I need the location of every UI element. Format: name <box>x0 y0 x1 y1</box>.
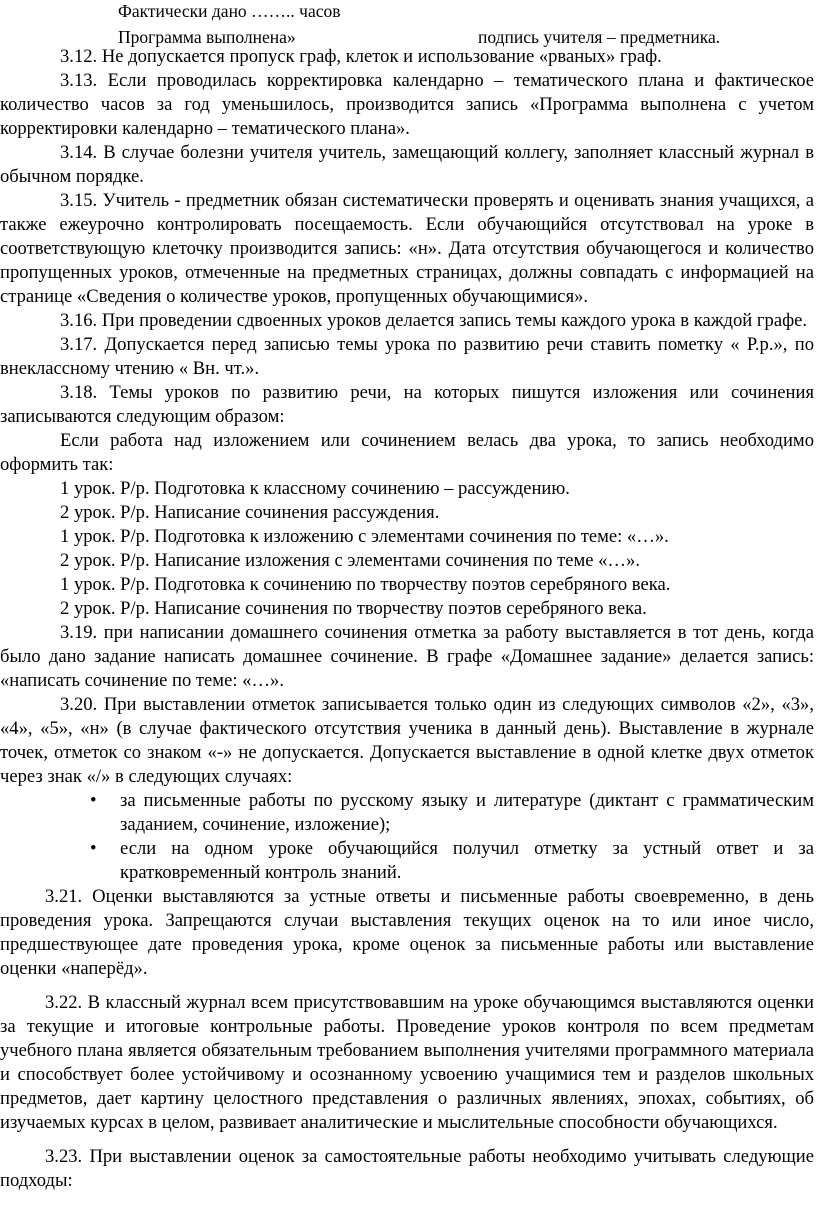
paragraph-3-19: 3.19. при написании домашнего сочинения отметка за работу выставляется в тот день, когда было дано задание написать домашнее сочинение. В графе «Домашнее задание» делается запись: «написать сочинение по теме: «…». <box>0 622 814 691</box>
teacher-signature-line: подпись учителя – предметника. <box>478 27 721 47</box>
hours-given-line: Фактически дано …….. часов <box>118 1 341 21</box>
lesson-line: 2 урок. Р/р. Написание сочинения по творчеству поэтов серебряного века. <box>60 598 647 619</box>
bullet-list <box>0 789 814 885</box>
paragraph-3-18: 3.18. Темы уроков по развитию речи, на которых пишутся изложения или сочинения записываются следующим образом: <box>0 382 814 427</box>
lesson-line: 1 урок. Р/р. Подготовка к классному сочинению – рассуждению. <box>60 478 570 499</box>
list-item <box>0 789 814 837</box>
list-item-text: за письменные работы по русскому языку и литературе (диктант с грамматическим заданием, сочинение, изложение); <box>120 790 814 835</box>
paragraph-3-14: 3.14. В случае болезни учителя учитель, замещающий коллегу, заполняет классный журнал в обычном порядке. <box>0 142 814 187</box>
paragraph-3-22: 3.22. В классный журнал всем присутствовавшим на уроке обучающимся выставляются оценки за текущие и итоговые контрольные работы. Проведение уроков контроля по всем предметам учебного плана является обязательным требованием выполнения учителями программного материала и способствует более устойчивому и осознанному усвоению учащимися тем и разделов школьных предметов, дает картину целостного представления о различных явлениях, эпохах, событиях, об изучаемых курсах в целом, развивает аналитические и мыслительные способности обучающихся. <box>0 992 814 1133</box>
list-item <box>0 837 814 885</box>
paragraph-3-13: 3.13. Если проводилась корректировка календарно – тематического плана и фактическое количество часов за год уменьшилось, производится запись «Программа выполнена с учетом корректировки календарно – тематического плана». <box>0 70 814 139</box>
paragraph-3-12: 3.12. Не допускается пропуск граф, клеток и использование «рваных» граф. <box>60 46 662 67</box>
lesson-line: 1 урок. Р/р. Подготовка к изложению с элементами сочинения по теме: «…». <box>60 526 669 547</box>
program-completed-line: Программа выполнена» <box>118 27 296 47</box>
lesson-line: 1 урок. Р/р. Подготовка к сочинению по творчеству поэтов серебряного века. <box>60 574 671 595</box>
paragraph-3-23: 3.23. При выставлении оценок за самостоятельные работы необходимо учитывать следующие подходы: <box>0 1146 814 1191</box>
lesson-line: 2 урок. Р/р. Написание сочинения рассуждения. <box>60 502 440 523</box>
lesson-line: 2 урок. Р/р. Написание изложения с элементами сочинения по теме «…». <box>60 550 640 571</box>
bullet-icon: • <box>90 838 97 859</box>
paragraph-3-15: 3.15. Учитель - предметник обязан систематически проверять и оценивать знания учащихся, а также ежеурочно контролировать посещаемость. Если обучающийся отсутствовал на уроке в соответствующую клеточку производится запись: «н». Дата отсутствия обучающегося и количество пропущенных уроков, отмеченные на предметных страницах, должны совпадать с информацией на странице «Сведения о количестве уроков, пропущенных обучающимися». <box>0 190 814 307</box>
paragraph-3-20: 3.20. При выставлении отметок записывается только один из следующих символов «2», «3», «4», «5», «н» (в случае фактического отсутствия ученика в данный день). Выставление в журнале точек, отметок со знаком «-» не допускается. Допускается выставление в одной клетке двух отметок через знак «/» в следующих случаях: <box>0 694 814 787</box>
paragraph-3-17: 3.17. Допускается перед записью темы урока по развитию речи ставить пометку « Р.р.», по внеклассному чтению « Вн. чт.». <box>0 334 814 379</box>
list-item-text: если на одном уроке обучающийся получил отметку за устный ответ и за кратковременный контроль знаний. <box>120 838 814 883</box>
paragraph-example-intro: Если работа над изложением или сочинением велась два урока, то запись необходимо оформить так: <box>0 430 814 475</box>
paragraph-3-16: 3.16. При проведении сдвоенных уроков делается запись темы каждого урока в каждой графе. <box>60 310 808 331</box>
paragraph-3-21: 3.21. Оценки выставляются за устные ответы и письменные работы своевременно, в день проведения урока. Запрещаются случаи выставления текущих оценок на то или иное число, предшествующее дате проведения урока, кроме оценок за письменные работы или выставление оценки «наперёд». <box>0 886 814 979</box>
bullet-icon: • <box>90 790 97 811</box>
document-body <box>0 45 814 1193</box>
